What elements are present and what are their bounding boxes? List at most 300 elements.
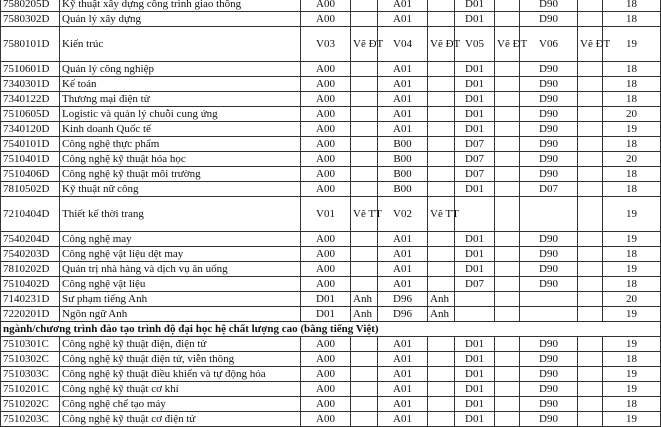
combo-2-cell: A01 [378, 12, 428, 27]
score-cell: 18 [603, 92, 661, 107]
combo-3-subject-cell [495, 107, 520, 122]
combo-1-subject-cell [351, 277, 378, 292]
score-cell: 18 [603, 182, 661, 197]
combo-4-cell [520, 197, 578, 232]
combo-4-cell: D90 [520, 167, 578, 182]
program-code-cell: 7510401D [1, 152, 60, 167]
section-header-body [1, 322, 661, 337]
score-cell: 19 [603, 367, 661, 382]
program-name-cell: Quản lý công nghiệp [60, 62, 301, 77]
program-name-cell: Quản trị nhà hàng và dịch vụ ăn uống [60, 262, 301, 277]
combo-3-cell: D01 [455, 367, 495, 382]
combo-4-cell: V06 [520, 27, 578, 62]
combo-2-subject-cell [428, 12, 455, 27]
combo-3-cell: D01 [455, 0, 495, 12]
combo-4-cell: D90 [520, 277, 578, 292]
program-name-cell: Công nghệ kỹ thuật điện tử, viễn thông [60, 352, 301, 367]
combo-1-subject-cell [351, 62, 378, 77]
combo-4-cell: D90 [520, 62, 578, 77]
table-body-top [1, 0, 661, 322]
table-row [1, 367, 661, 382]
combo-2-subject-cell [428, 277, 455, 292]
combo-3-subject-cell [495, 137, 520, 152]
combo-4-subject-cell [578, 397, 603, 412]
score-cell: 19 [603, 122, 661, 137]
combo-4-cell: D90 [520, 122, 578, 137]
combo-2-cell: A01 [378, 412, 428, 427]
combo-3-cell: D01 [455, 62, 495, 77]
combo-2-cell: B00 [378, 137, 428, 152]
program-code-cell: 7510302C [1, 352, 60, 367]
program-name-cell: Thương mại điện tử [60, 92, 301, 107]
combo-3-cell: D01 [455, 262, 495, 277]
combo-2-cell: A01 [378, 247, 428, 262]
combo-2-cell: A01 [378, 397, 428, 412]
combo-3-cell: D01 [455, 12, 495, 27]
program-name-cell: Công nghệ kỹ thuật điện, điện tử [60, 337, 301, 352]
combo-3-cell: D01 [455, 352, 495, 367]
combo-3-subject-cell [495, 0, 520, 12]
combo-4-subject-cell [578, 307, 603, 322]
combo-2-cell: A01 [378, 262, 428, 277]
combo-1-subject-cell [351, 137, 378, 152]
combo-1-cell: A00 [301, 232, 351, 247]
combo-2-cell: B00 [378, 182, 428, 197]
score-cell: 20 [603, 292, 661, 307]
score-cell: 18 [603, 62, 661, 77]
combo-4-subject-cell: Vẽ ĐT [578, 27, 603, 62]
combo-2-cell: A01 [378, 62, 428, 77]
combo-2-subject-cell: Anh [428, 292, 455, 307]
program-code-cell: 7510203C [1, 412, 60, 427]
score-cell: 19 [603, 27, 661, 62]
combo-2-subject-cell [428, 352, 455, 367]
program-name-cell: Ngôn ngữ Anh [60, 307, 301, 322]
combo-1-subject-cell [351, 247, 378, 262]
combo-2-subject-cell: Vẽ ĐT [428, 27, 455, 62]
combo-3-subject-cell [495, 167, 520, 182]
combo-1-subject-cell [351, 232, 378, 247]
combo-4-cell: D90 [520, 137, 578, 152]
combo-4-subject-cell [578, 382, 603, 397]
combo-2-cell: D96 [378, 292, 428, 307]
combo-2-subject-cell [428, 412, 455, 427]
program-name-cell: Công nghệ may [60, 232, 301, 247]
combo-1-cell: A00 [301, 77, 351, 92]
combo-3-cell: D01 [455, 107, 495, 122]
program-code-cell: 7210404D [1, 197, 60, 232]
combo-1-subject-cell [351, 152, 378, 167]
table-row [1, 232, 661, 247]
program-code-cell: 7510201C [1, 382, 60, 397]
combo-1-subject-cell [351, 167, 378, 182]
combo-1-subject-cell [351, 337, 378, 352]
table-row [1, 397, 661, 412]
combo-1-subject-cell [351, 182, 378, 197]
combo-2-cell: B00 [378, 152, 428, 167]
combo-2-subject-cell [428, 77, 455, 92]
combo-1-cell: A00 [301, 12, 351, 27]
combo-2-cell: B00 [378, 167, 428, 182]
combo-2-cell: A01 [378, 122, 428, 137]
score-cell: 19 [603, 412, 661, 427]
table-row [1, 152, 661, 167]
combo-3-cell: D07 [455, 277, 495, 292]
combo-1-cell: A00 [301, 412, 351, 427]
combo-2-subject-cell [428, 247, 455, 262]
program-name-cell: Kiến trúc [60, 27, 301, 62]
combo-4-subject-cell [578, 197, 603, 232]
combo-1-subject-cell: Vẽ TT [351, 197, 378, 232]
program-code-cell: 7220201D [1, 307, 60, 322]
combo-1-cell: A00 [301, 367, 351, 382]
combo-4-cell: D90 [520, 397, 578, 412]
combo-1-cell: A00 [301, 167, 351, 182]
combo-1-cell: D01 [301, 307, 351, 322]
combo-4-subject-cell [578, 122, 603, 137]
combo-3-subject-cell [495, 277, 520, 292]
table-row [1, 292, 661, 307]
combo-3-subject-cell [495, 382, 520, 397]
table-row [1, 62, 661, 77]
combo-4-subject-cell [578, 412, 603, 427]
combo-2-cell: A01 [378, 92, 428, 107]
table-row [1, 137, 661, 152]
combo-3-cell: D01 [455, 122, 495, 137]
combo-4-cell: D90 [520, 352, 578, 367]
combo-4-subject-cell [578, 0, 603, 12]
combo-1-subject-cell [351, 352, 378, 367]
combo-4-subject-cell [578, 232, 603, 247]
combo-4-cell: D90 [520, 367, 578, 382]
table-row [1, 107, 661, 122]
score-cell: 18 [603, 352, 661, 367]
combo-2-subject-cell [428, 122, 455, 137]
combo-1-subject-cell [351, 397, 378, 412]
combo-1-cell: A00 [301, 262, 351, 277]
program-code-cell: 7510601D [1, 62, 60, 77]
combo-3-subject-cell [495, 232, 520, 247]
program-name-cell: Kỹ thuật nữ công [60, 182, 301, 197]
combo-1-subject-cell [351, 77, 378, 92]
combo-2-subject-cell [428, 107, 455, 122]
table-row [1, 412, 661, 427]
combo-1-subject-cell: Vẽ ĐT [351, 27, 378, 62]
program-name-cell: Công nghệ kỹ thuật cơ điện tử [60, 412, 301, 427]
program-name-cell: Công nghệ kỹ thuật điều khiển và tự động hóa [60, 367, 301, 382]
score-cell: 18 [603, 277, 661, 292]
combo-4-cell: D90 [520, 77, 578, 92]
combo-2-cell: A01 [378, 352, 428, 367]
combo-1-cell: A00 [301, 337, 351, 352]
table-row [1, 182, 661, 197]
combo-2-cell: A01 [378, 337, 428, 352]
combo-1-subject-cell: Anh [351, 292, 378, 307]
combo-1-subject-cell [351, 122, 378, 137]
combo-3-cell: D01 [455, 397, 495, 412]
combo-4-subject-cell [578, 152, 603, 167]
combo-2-subject-cell [428, 167, 455, 182]
score-cell: 18 [603, 0, 661, 12]
combo-3-subject-cell [495, 92, 520, 107]
combo-4-subject-cell [578, 62, 603, 77]
combo-1-cell: V03 [301, 27, 351, 62]
combo-4-cell: D90 [520, 412, 578, 427]
combo-1-cell: A00 [301, 152, 351, 167]
table-row [1, 262, 661, 277]
combo-1-cell: A00 [301, 382, 351, 397]
program-name-cell: Công nghệ chế tạo máy [60, 397, 301, 412]
combo-4-subject-cell [578, 292, 603, 307]
combo-2-cell: A01 [378, 77, 428, 92]
combo-1-cell: A00 [301, 397, 351, 412]
table-row [1, 122, 661, 137]
score-cell: 19 [603, 262, 661, 277]
combo-4-subject-cell [578, 277, 603, 292]
combo-4-cell: D90 [520, 152, 578, 167]
combo-1-subject-cell [351, 107, 378, 122]
combo-1-cell: A00 [301, 182, 351, 197]
combo-2-cell: A01 [378, 0, 428, 12]
table-row [1, 77, 661, 92]
combo-4-subject-cell [578, 92, 603, 107]
combo-3-subject-cell [495, 337, 520, 352]
program-name-cell: Công nghệ kỹ thuật cơ khí [60, 382, 301, 397]
program-code-cell: 7340122D [1, 92, 60, 107]
combo-3-subject-cell [495, 122, 520, 137]
combo-2-subject-cell [428, 137, 455, 152]
combo-4-cell [520, 292, 578, 307]
combo-1-subject-cell: Anh [351, 307, 378, 322]
combo-3-subject-cell: Vẽ ĐT [495, 27, 520, 62]
combo-3-cell: D01 [455, 382, 495, 397]
table-row [1, 307, 661, 322]
score-cell: 19 [603, 382, 661, 397]
combo-3-subject-cell [495, 62, 520, 77]
combo-4-cell: D90 [520, 262, 578, 277]
program-name-cell: Công nghệ kỹ thuật môi trường [60, 167, 301, 182]
program-code-cell: 7540204D [1, 232, 60, 247]
combo-3-subject-cell [495, 307, 520, 322]
combo-2-subject-cell [428, 62, 455, 77]
score-cell: 19 [603, 232, 661, 247]
combo-2-cell: A01 [378, 232, 428, 247]
combo-4-subject-cell [578, 247, 603, 262]
combo-2-cell: V04 [378, 27, 428, 62]
combo-1-cell: A00 [301, 0, 351, 12]
program-code-cell: 7540101D [1, 137, 60, 152]
combo-3-cell: D01 [455, 77, 495, 92]
combo-1-cell: A00 [301, 122, 351, 137]
combo-2-subject-cell [428, 337, 455, 352]
combo-3-subject-cell [495, 197, 520, 232]
combo-3-cell [455, 307, 495, 322]
combo-4-cell: D90 [520, 232, 578, 247]
combo-4-subject-cell [578, 262, 603, 277]
score-cell: 18 [603, 137, 661, 152]
combo-3-cell [455, 292, 495, 307]
combo-3-cell: D07 [455, 152, 495, 167]
combo-3-cell: D01 [455, 247, 495, 262]
score-cell: 19 [603, 337, 661, 352]
combo-1-cell: A00 [301, 137, 351, 152]
program-name-cell: Kỹ thuật xây dựng công trình giao thông [60, 0, 301, 12]
program-code-cell: 7510605D [1, 107, 60, 122]
combo-3-cell: D07 [455, 167, 495, 182]
combo-4-cell [520, 307, 578, 322]
combo-2-subject-cell [428, 367, 455, 382]
combo-4-subject-cell [578, 12, 603, 27]
combo-3-subject-cell [495, 247, 520, 262]
program-name-cell: Quản lý xây dựng [60, 12, 301, 27]
combo-1-subject-cell [351, 367, 378, 382]
combo-3-subject-cell [495, 152, 520, 167]
combo-4-cell: D90 [520, 247, 578, 262]
combo-1-subject-cell [351, 12, 378, 27]
program-code-cell: 7580101D [1, 27, 60, 62]
table-row [1, 27, 661, 62]
program-name-cell: Thiết kế thời trang [60, 197, 301, 232]
program-code-cell: 7340120D [1, 122, 60, 137]
combo-1-cell: D01 [301, 292, 351, 307]
program-name-cell: Công nghệ thực phẩm [60, 137, 301, 152]
program-name-cell: Công nghệ vật liệu [60, 277, 301, 292]
combo-4-subject-cell [578, 367, 603, 382]
section-header: ngành/chương trình đào tạo trình độ đại học hệ chất lượng cao (bằng tiếng Việt) [1, 322, 661, 337]
combo-1-cell: A00 [301, 247, 351, 262]
combo-2-subject-cell [428, 397, 455, 412]
combo-3-cell: D01 [455, 92, 495, 107]
score-cell: 19 [603, 307, 661, 322]
combo-4-subject-cell [578, 182, 603, 197]
combo-4-cell: D07 [520, 182, 578, 197]
combo-3-subject-cell [495, 182, 520, 197]
combo-2-subject-cell [428, 262, 455, 277]
score-cell: 18 [603, 12, 661, 27]
combo-3-subject-cell [495, 412, 520, 427]
score-cell: 18 [603, 167, 661, 182]
score-cell: 18 [603, 77, 661, 92]
combo-4-subject-cell [578, 107, 603, 122]
combo-1-subject-cell [351, 0, 378, 12]
table-row [1, 92, 661, 107]
combo-1-subject-cell [351, 262, 378, 277]
program-name-cell: Công nghệ kỹ thuật hóa học [60, 152, 301, 167]
program-name-cell: Logistic và quản lý chuỗi cung ứng [60, 107, 301, 122]
score-cell: 20 [603, 152, 661, 167]
table-row [1, 0, 661, 12]
combo-4-cell: D90 [520, 0, 578, 12]
combo-4-cell: D90 [520, 107, 578, 122]
combo-2-cell: A01 [378, 367, 428, 382]
score-cell: 20 [603, 107, 661, 122]
combo-2-subject-cell [428, 382, 455, 397]
combo-3-cell [455, 197, 495, 232]
combo-2-cell: A01 [378, 107, 428, 122]
program-name-cell: Kinh doanh Quốc tế [60, 122, 301, 137]
table-row [1, 167, 661, 182]
combo-2-cell: A01 [378, 382, 428, 397]
score-cell: 19 [603, 197, 661, 232]
table-row [1, 337, 661, 352]
combo-3-cell: D01 [455, 182, 495, 197]
combo-4-cell: D90 [520, 382, 578, 397]
program-code-cell: 7540203D [1, 247, 60, 262]
score-cell: 18 [603, 397, 661, 412]
program-name-cell: Kế toán [60, 77, 301, 92]
combo-3-subject-cell [495, 397, 520, 412]
combo-3-cell: D01 [455, 412, 495, 427]
combo-2-cell: D96 [378, 307, 428, 322]
score-cell: 18 [603, 247, 661, 262]
combo-1-cell: A00 [301, 107, 351, 122]
combo-2-subject-cell [428, 182, 455, 197]
combo-3-subject-cell [495, 12, 520, 27]
program-code-cell: 7580302D [1, 12, 60, 27]
combo-3-subject-cell [495, 262, 520, 277]
combo-4-cell: D90 [520, 12, 578, 27]
combo-3-subject-cell [495, 292, 520, 307]
program-code-cell: 7510202C [1, 397, 60, 412]
program-name-cell: Sư phạm tiếng Anh [60, 292, 301, 307]
combo-2-subject-cell [428, 232, 455, 247]
combo-2-subject-cell [428, 92, 455, 107]
combo-3-cell: V05 [455, 27, 495, 62]
combo-2-subject-cell [428, 0, 455, 12]
combo-3-subject-cell [495, 352, 520, 367]
combo-4-subject-cell [578, 167, 603, 182]
table-body-bottom [1, 337, 661, 427]
combo-1-cell: A00 [301, 92, 351, 107]
program-code-cell: 7510406D [1, 167, 60, 182]
table-row [1, 382, 661, 397]
combo-3-subject-cell [495, 367, 520, 382]
combo-3-cell: D01 [455, 232, 495, 247]
combo-2-cell: A01 [378, 277, 428, 292]
program-code-cell: 7140231D [1, 292, 60, 307]
program-code-cell: 7810502D [1, 182, 60, 197]
combo-4-cell: D90 [520, 92, 578, 107]
combo-3-subject-cell [495, 77, 520, 92]
combo-3-cell: D01 [455, 337, 495, 352]
combo-1-subject-cell [351, 382, 378, 397]
program-code-cell: 7810202D [1, 262, 60, 277]
combo-2-cell: V02 [378, 197, 428, 232]
combo-2-subject-cell [428, 152, 455, 167]
table-row [1, 197, 661, 232]
combo-1-cell: V01 [301, 197, 351, 232]
combo-4-subject-cell [578, 337, 603, 352]
combo-1-cell: A00 [301, 352, 351, 367]
program-name-cell: Công nghệ vật liệu dệt may [60, 247, 301, 262]
combo-4-subject-cell [578, 137, 603, 152]
combo-1-subject-cell [351, 92, 378, 107]
combo-2-subject-cell: Vẽ TT [428, 197, 455, 232]
table-row [1, 352, 661, 367]
table-row [1, 12, 661, 27]
program-code-cell: 7340301D [1, 77, 60, 92]
combo-1-cell: A00 [301, 62, 351, 77]
table-row [1, 277, 661, 292]
table-row [1, 247, 661, 262]
program-code-cell: 7510303C [1, 367, 60, 382]
combo-1-subject-cell [351, 412, 378, 427]
combo-4-cell: D90 [520, 337, 578, 352]
combo-4-subject-cell [578, 352, 603, 367]
combo-2-subject-cell: Anh [428, 307, 455, 322]
combo-4-subject-cell [578, 77, 603, 92]
program-code-cell: 7510402D [1, 277, 60, 292]
